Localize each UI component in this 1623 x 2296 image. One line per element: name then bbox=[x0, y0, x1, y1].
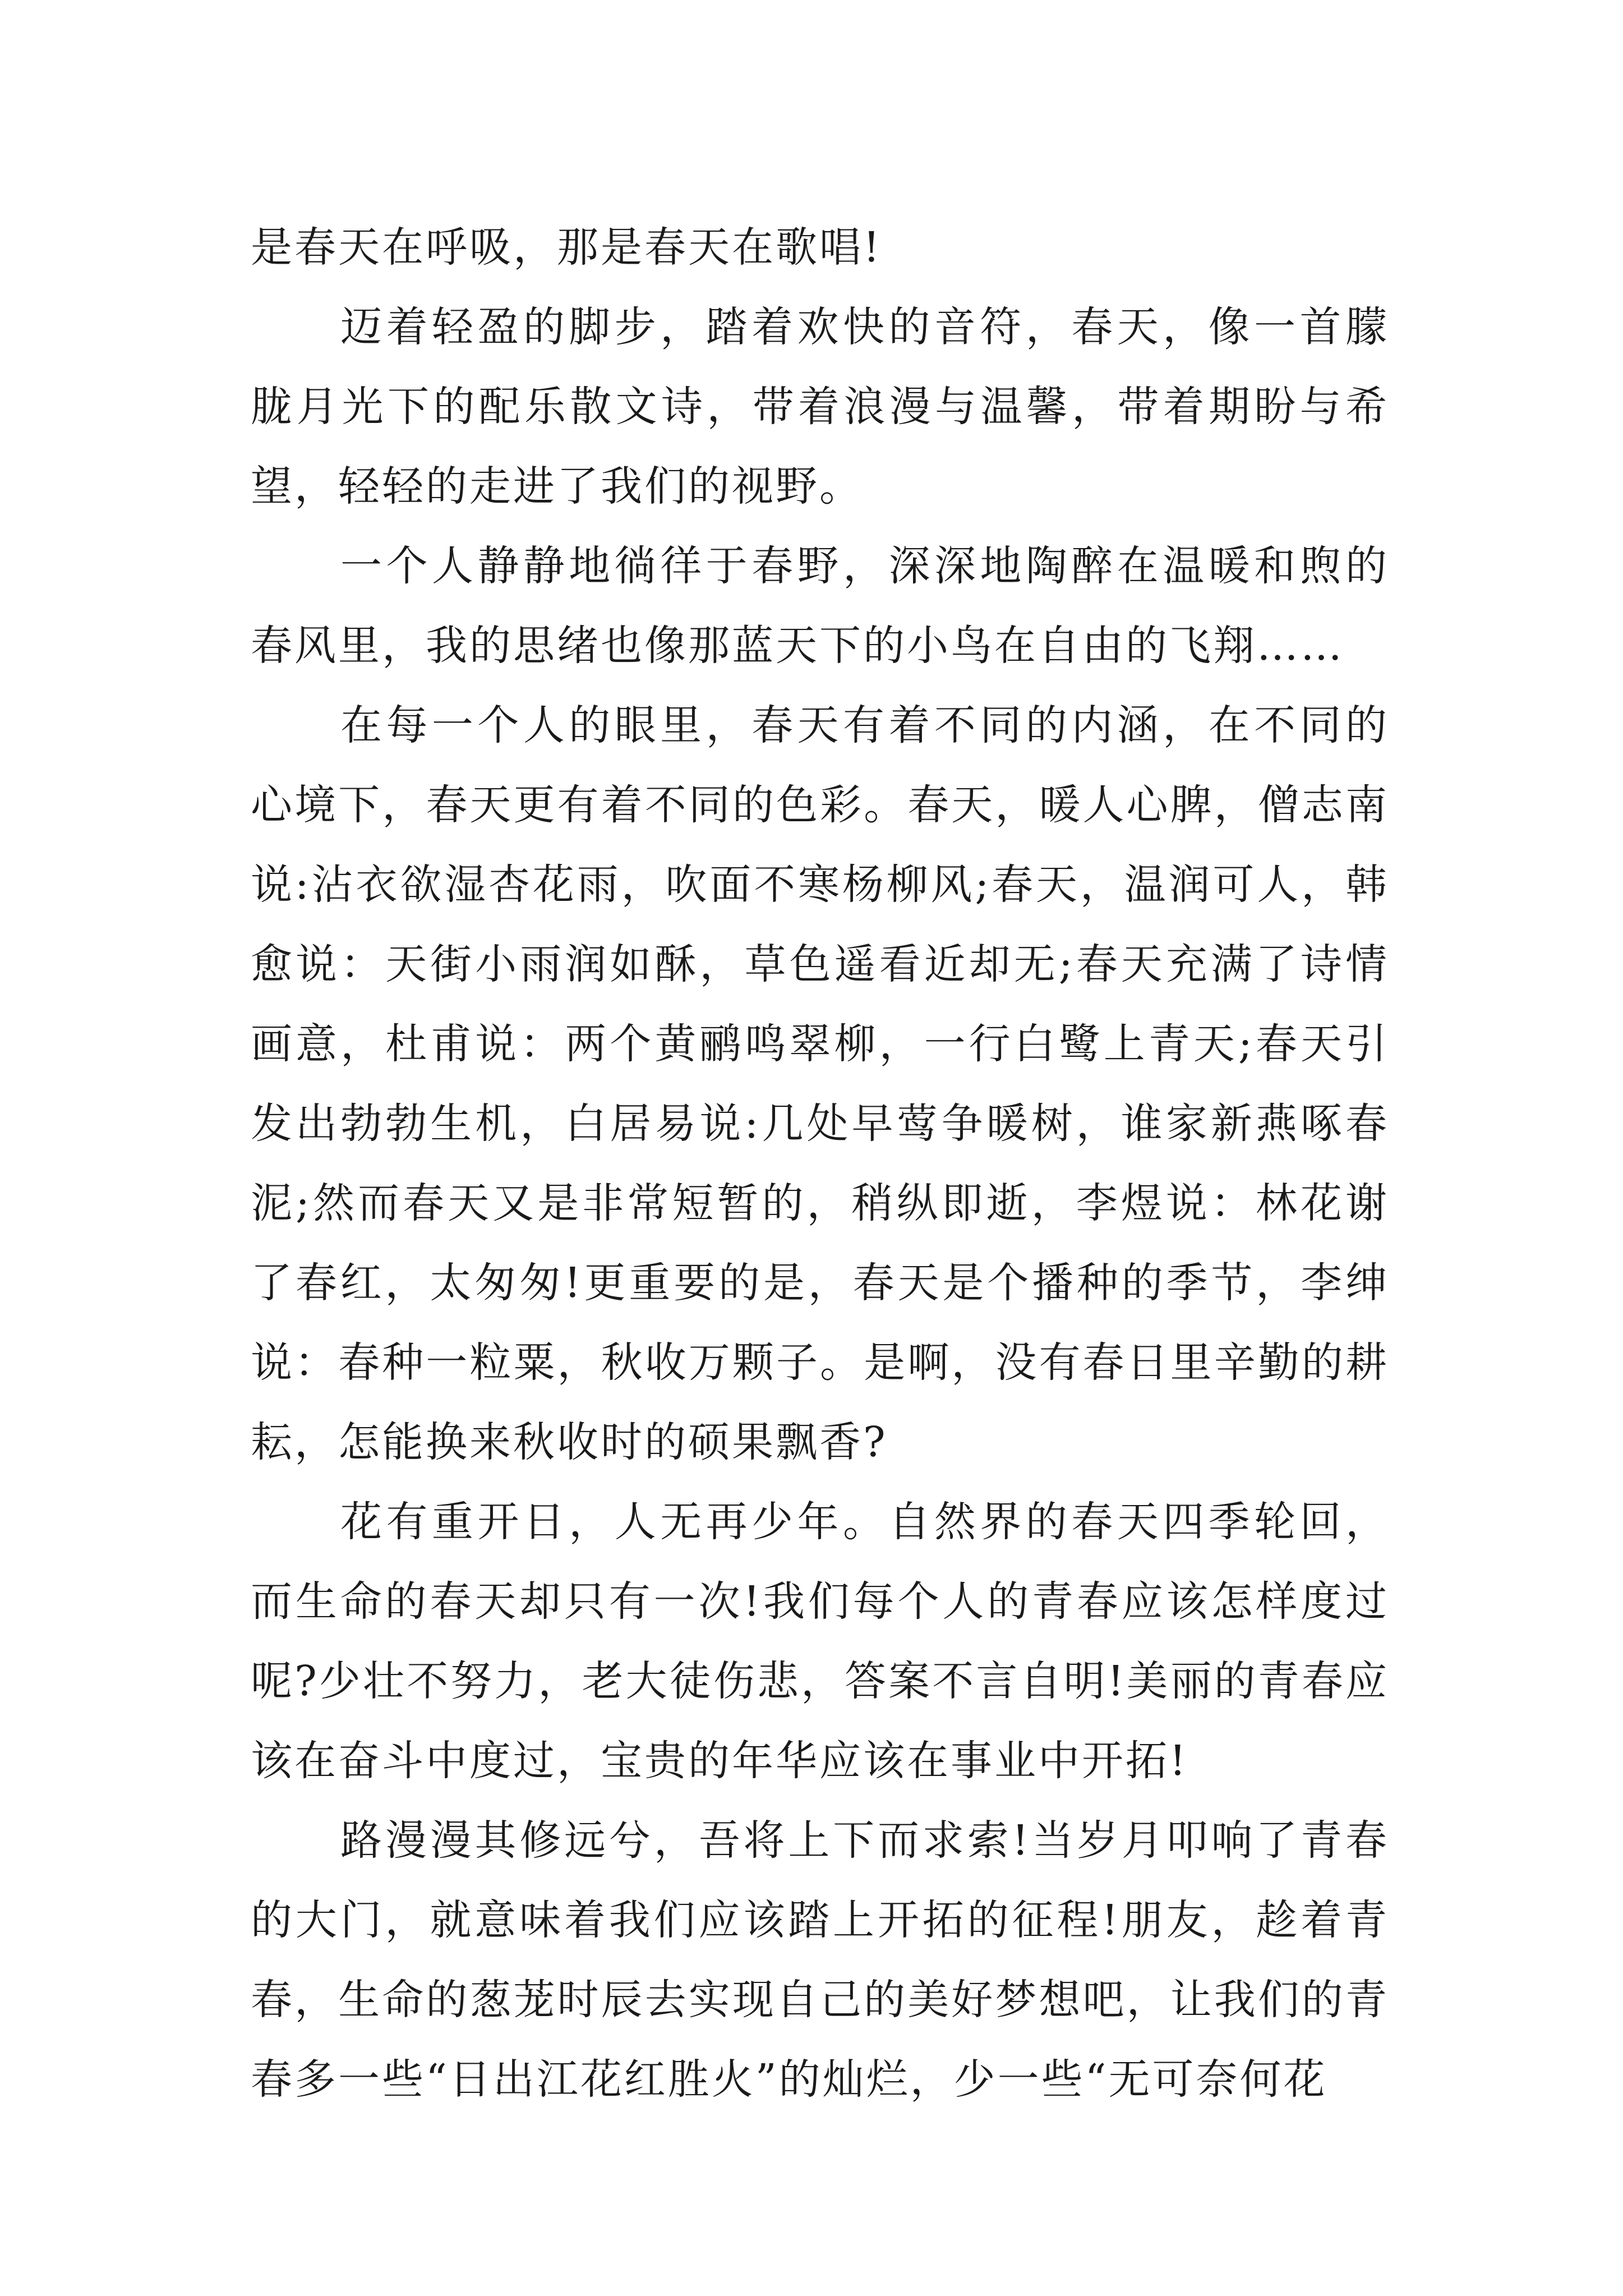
paragraph: 路漫漫其修远兮，吾将上下而求索!当岁月叩响了青春的大门，就意味着我们应该踏上开拓的征程!朋友，趁着青春，生命的葱茏时辰去实现自己的美好梦想吧，让我们的青春多一些“日出江花红胜火”的灿烂，少一些“无可奈何花 bbox=[251, 1816, 1389, 2104]
paragraph-continued: 是春天在呼吸，那是春天在歌唱! bbox=[251, 223, 882, 272]
body-text bbox=[251, 208, 1389, 2119]
paragraph: 一个人静静地徜徉于春野，深深地陶醉在温暖和煦的春风里，我的思绪也像那蓝天下的小鸟在自由的飞翔…… bbox=[251, 542, 1389, 670]
paragraph: 花有重开日，人无再少年。自然界的春天四季轮回，而生命的春天却只有一次!我们每个人的青春应该怎样度过呢?少壮不努力，老大徒伤悲，答案不言自明!美丽的青春应该在奋斗中度过，宝贵的年华应该在事业中开拓! bbox=[251, 1498, 1389, 1785]
paragraph: 迈着轻盈的脚步，踏着欢快的音符，春天，像一首朦胧月光下的配乐散文诗，带着浪漫与温馨，带着期盼与希望，轻轻的走进了我们的视野。 bbox=[251, 303, 1389, 510]
paragraph: 在每一个人的眼里，春天有着不同的内涵，在不同的心境下，春天更有着不同的色彩。春天，暖人心脾，僧志南说:沾衣欲湿杏花雨，吹面不寒杨柳风;春天，温润可人，韩愈说：天街小雨润如酥，草色遥看近却无;春天充满了诗情画意，杜甫说：两个黄鹂鸣翠柳，一行白鹭上青天;春天引发出勃勃生机，白居易说:几处早莺争暖树，谁家新燕啄春泥;然而春天又是非常短暂的，稍纵即逝，李煜说：林花谢了春红，太匆匆!更重要的是，春天是个播种的季节，李绅说：春种一粒粟，秋收万颗子。是啊，没有春日里辛勤的耕耘，怎能换来秋收时的硕果飘香? bbox=[251, 701, 1389, 1466]
